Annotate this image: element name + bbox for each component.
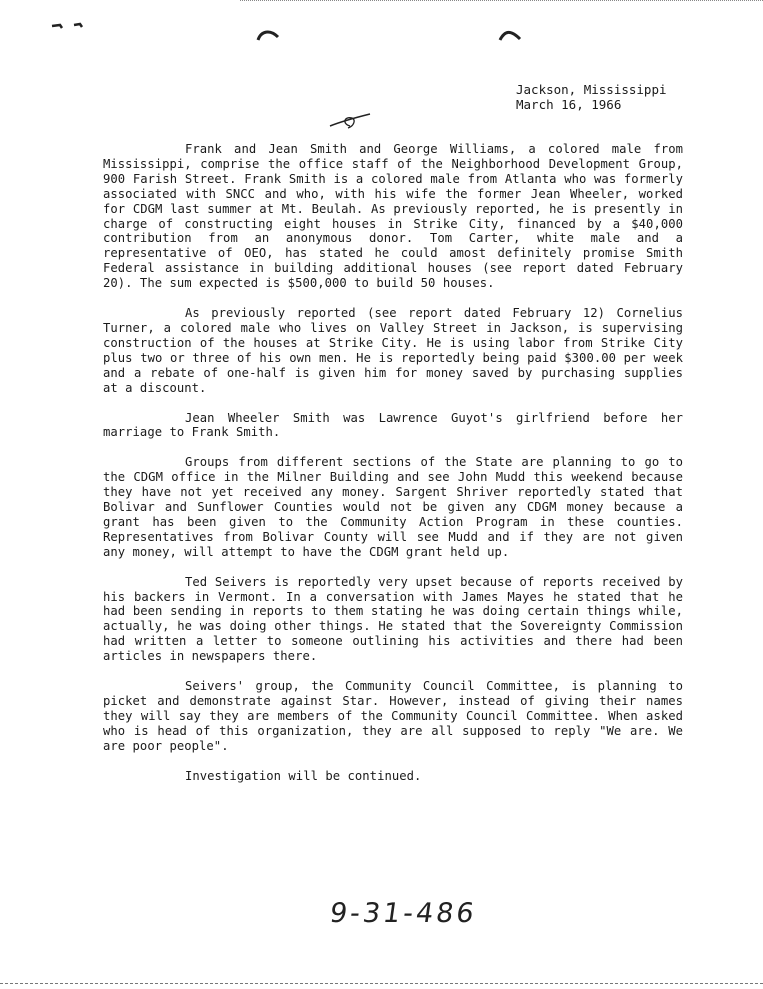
paragraph: Frank and Jean Smith and George Williams, a colored male from Mississippi, comprise the office staff of the Neighborhood Development Group, 900 Farish Street. Frank Smith is a colored male from Atlanta who was formerly associated with SNCC and who, with his wife the former Jean Wheeler, worked for CDGM last summer at Mt. Beulah. As previously reported, he is presently in charge of constructing eight houses in Strike City, financed by a $40,000 contribution from an anonymous donor. Tom Carter, white male and a representative of OEO, has stated he could amost definitely promise Smith Federal assistance in building additional houses (see report dated February 20). The sum expected is $500,000 to build 50 houses. (103, 142, 683, 291)
date-text: March 16, 1966 (516, 97, 622, 112)
paragraph: Jean Wheeler Smith was Lawrence Guyot's girlfriend before her marriage to Frank Smith. (103, 410, 683, 440)
punch-mark-right (497, 28, 523, 44)
punch-mark-left (255, 28, 281, 44)
scan-artifact-mark (50, 20, 90, 30)
top-scan-edge (240, 0, 763, 1)
handwritten-check-mark (328, 112, 372, 132)
dateline (516, 82, 667, 112)
location-text: Jackson, Mississippi (516, 82, 667, 97)
bottom-scan-edge (0, 983, 763, 984)
paragraph: Ted Seivers is reportedly very upset because of reports received by his backers in Vermont. In a conversation with James Mayes he stated that he had been sending in reports to them stating he was doing certain things while, actually, he was doing other things. He stated that the Sovereignty Commission had written a letter to someone outlining his activities and there had been articles in newspapers there. (103, 574, 683, 664)
paragraph: As previously reported (see report dated February 12) Cornelius Turner, a colored male who lives on Valley Street in Jackson, is supervising construction of the houses at Strike City. He is using labor from Strike City plus two or three of his own men. He is reportedly being paid $300.00 per week and a rebate of one-half is given him for money saved by purchasing supplies at a discount. (103, 306, 683, 395)
closing-line: Investigation will be continued. (185, 768, 422, 783)
paragraph: Groups from different sections of the State are planning to go to the CDGM office in the Milner Building and see John Mudd this weekend because they have not yet received any money. Sargent Shriver reportedly stated that Bolivar and Sunflower Counties would not be given any CDGM money because a grant has been given to the Community Action Program in these counties. Representatives from Bolivar County will see Mudd and if they are not given any money, will attempt to have the CDGM grant held up. (103, 455, 683, 559)
handwritten-file-number: 9-31-486 (327, 898, 479, 929)
memo-body (103, 142, 683, 784)
paragraph: Seivers' group, the Community Council Committee, is planning to picket and demonstrate against Star. However, instead of giving their names they will say they are members of the Community Council Committee. When asked who is head of this organization, they are all supposed to reply "We are. We are poor people". (103, 679, 683, 753)
